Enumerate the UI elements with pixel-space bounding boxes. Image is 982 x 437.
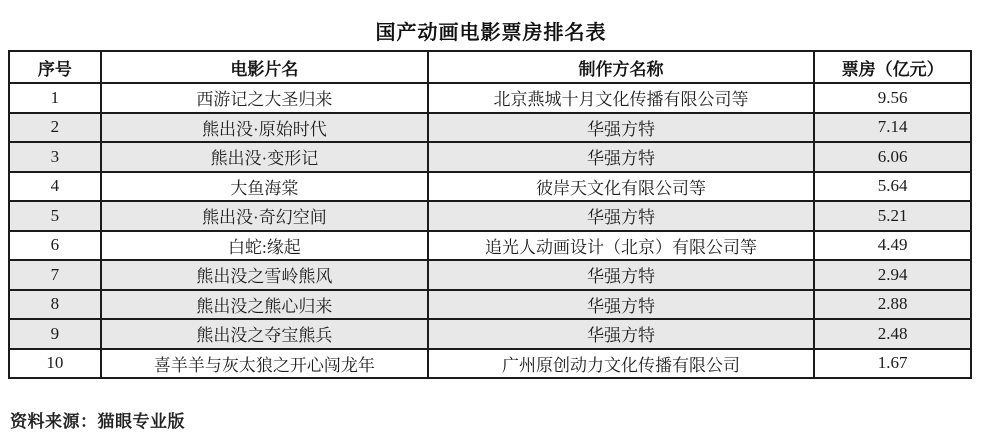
- data-source-note: 资料来源：猫眼专业版: [10, 412, 185, 431]
- cell-rank: 3: [9, 142, 101, 172]
- cell-movie: 熊出没·变形记: [101, 142, 428, 172]
- cell-producer: 华强方特: [428, 201, 814, 231]
- table-row: [9, 83, 971, 113]
- cell-rank: 7: [9, 260, 101, 290]
- cell-producer: 彼岸天文化有限公司等: [428, 172, 814, 202]
- cell-box-office: 2.88: [814, 290, 971, 320]
- table-row: [9, 142, 971, 172]
- cell-movie: 喜羊羊与灰太狼之开心闯龙年: [101, 349, 428, 379]
- cell-rank: 9: [9, 319, 101, 349]
- table-row: [9, 349, 971, 379]
- cell-producer: 华强方特: [428, 319, 814, 349]
- cell-rank: 5: [9, 201, 101, 231]
- cell-rank: 10: [9, 349, 101, 379]
- table-row: [9, 319, 971, 349]
- table-row: [9, 201, 971, 231]
- cell-box-office: 1.67: [814, 349, 971, 379]
- cell-movie: 熊出没之熊心归来: [101, 290, 428, 320]
- cell-box-office: 7.14: [814, 113, 971, 143]
- header-cell-movie: 电影片名: [101, 51, 428, 83]
- cell-movie: 熊出没·奇幻空间: [101, 201, 428, 231]
- header-cell-producer: 制作方名称: [428, 51, 814, 83]
- cell-movie: 大鱼海棠: [101, 172, 428, 202]
- cell-rank: 6: [9, 231, 101, 261]
- table-row: [9, 172, 971, 202]
- cell-box-office: 2.48: [814, 319, 971, 349]
- page-title: 国产动画电影票房排名表: [375, 22, 607, 44]
- cell-movie: 白蛇:缘起: [101, 231, 428, 261]
- table-row: [9, 113, 971, 143]
- table-row: [9, 290, 971, 320]
- cell-movie: 西游记之大圣归来: [101, 83, 428, 113]
- cell-producer: 华强方特: [428, 113, 814, 143]
- table-row: [9, 260, 971, 290]
- cell-box-office: 9.56: [814, 83, 971, 113]
- box-office-ranking-table: [8, 50, 972, 379]
- table-header-row: [9, 51, 971, 83]
- header-cell-box-office: 票房（亿元）: [814, 51, 971, 83]
- cell-producer: 北京燕城十月文化传播有限公司等: [428, 83, 814, 113]
- cell-producer: 追光人动画设计（北京）有限公司等: [428, 231, 814, 261]
- table-row: [9, 231, 971, 261]
- header-cell-rank: 序号: [9, 51, 101, 83]
- cell-box-office: 5.64: [814, 172, 971, 202]
- cell-box-office: 4.49: [814, 231, 971, 261]
- cell-box-office: 2.94: [814, 260, 971, 290]
- cell-movie: 熊出没之雪岭熊风: [101, 260, 428, 290]
- cell-rank: 8: [9, 290, 101, 320]
- cell-movie: 熊出没之夺宝熊兵: [101, 319, 428, 349]
- cell-producer: 广州原创动力文化传播有限公司: [428, 349, 814, 379]
- cell-producer: 华强方特: [428, 260, 814, 290]
- cell-box-office: 6.06: [814, 142, 971, 172]
- cell-producer: 华强方特: [428, 142, 814, 172]
- cell-rank: 1: [9, 83, 101, 113]
- cell-producer: 华强方特: [428, 290, 814, 320]
- cell-rank: 2: [9, 113, 101, 143]
- cell-box-office: 5.21: [814, 201, 971, 231]
- cell-rank: 4: [9, 172, 101, 202]
- cell-movie: 熊出没·原始时代: [101, 113, 428, 143]
